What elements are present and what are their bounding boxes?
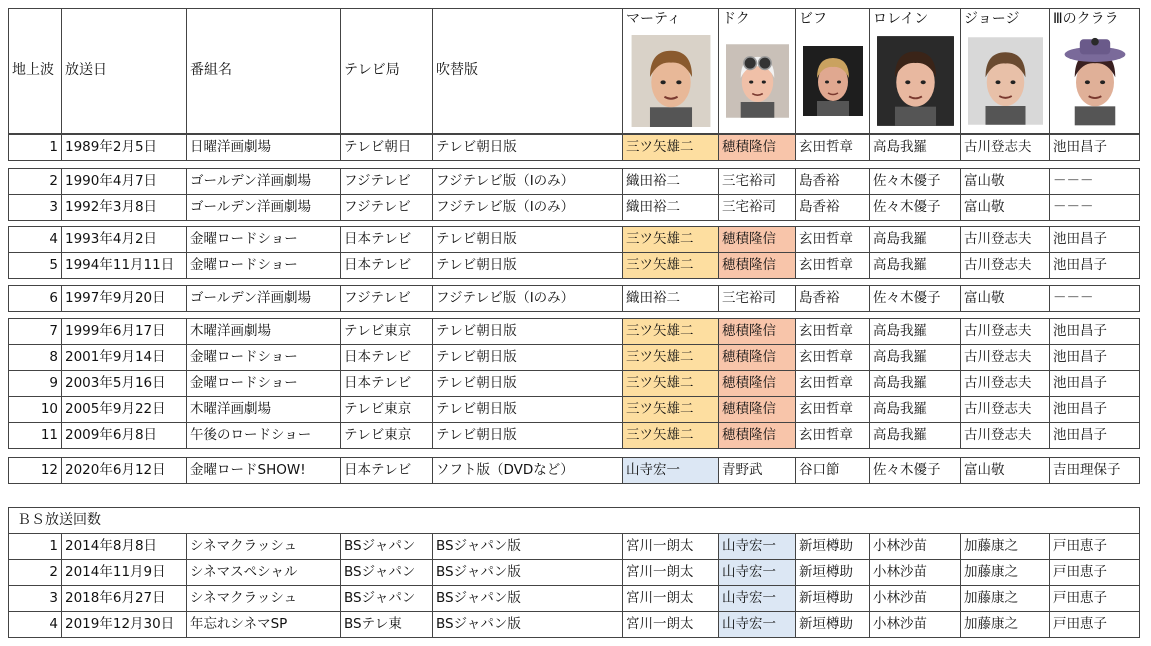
cell-program: 午後のロードショー — [190, 427, 312, 443]
cell-version: テレビ朝日版 — [436, 375, 517, 391]
cell-marty: 宮川一朗太 — [626, 538, 694, 554]
biff-portrait — [803, 35, 863, 127]
terrestrial-group — [8, 134, 1140, 161]
cell-no: 1 — [49, 139, 58, 155]
cell-program: ゴールデン洋画劇場 — [190, 199, 311, 215]
cell-clara: 吉田理保子 — [1053, 462, 1121, 478]
cell-station: BSテレ東 — [344, 616, 402, 632]
cell-marty: 宮川一朗太 — [626, 564, 694, 580]
cell-no: 5 — [49, 257, 58, 273]
terrestrial-group — [8, 285, 1140, 312]
cell-clara: －－－ — [1053, 199, 1094, 215]
cell-program: 金曜ロードショー — [190, 349, 298, 365]
cell-no: 2 — [49, 564, 58, 580]
cell-station: BSジャパン — [344, 564, 416, 580]
cell-date: 2014年11月9日 — [65, 564, 166, 580]
cell-version: テレビ朝日版 — [436, 323, 517, 339]
cell-biff: 玄田哲章 — [799, 349, 853, 365]
cell-station: フジテレビ — [344, 199, 411, 215]
header-character-george: ジョージ — [964, 11, 1020, 27]
cell-marty: 織田裕二 — [626, 173, 680, 189]
cell-doc: 穂積隆信 — [719, 227, 795, 252]
header-character-marty: マーティ — [626, 11, 681, 27]
cell-no: 4 — [49, 231, 58, 247]
cell-clara: 池田昌子 — [1053, 349, 1107, 365]
cell-lorraine: 高島我羅 — [873, 231, 927, 247]
cell-biff: 島香裕 — [799, 290, 840, 306]
cell-station: テレビ東京 — [344, 427, 412, 443]
cell-doc: 穂積隆信 — [719, 423, 795, 448]
cell-george: 加藤康之 — [964, 564, 1018, 580]
cell-george: 古川登志夫 — [964, 139, 1032, 155]
header-station: テレビ局 — [344, 62, 400, 78]
cell-no: 3 — [49, 199, 58, 215]
cell-marty: 宮川一朗太 — [626, 590, 694, 606]
cell-biff: 玄田哲章 — [799, 427, 853, 443]
terrestrial-group — [8, 168, 1140, 221]
cell-george: 古川登志夫 — [964, 401, 1032, 417]
cell-date: 1999年6月17日 — [65, 323, 166, 339]
cell-no: 10 — [40, 401, 58, 417]
cell-clara: 池田昌子 — [1053, 323, 1107, 339]
cell-station: 日本テレビ — [344, 462, 412, 478]
cell-lorraine: 高島我羅 — [873, 257, 927, 273]
cell-clara: －－－ — [1053, 173, 1094, 189]
cell-marty: 宮川一朗太 — [626, 616, 694, 632]
cell-clara: 池田昌子 — [1053, 139, 1107, 155]
cell-station: フジテレビ — [344, 173, 411, 189]
cell-clara: 戸田恵子 — [1053, 564, 1107, 580]
cell-clara: 戸田恵子 — [1053, 590, 1107, 606]
cell-no: 6 — [49, 290, 58, 306]
cell-date: 1990年4月7日 — [65, 173, 158, 189]
cell-station: フジテレビ — [344, 290, 411, 306]
cell-no: 3 — [49, 590, 58, 606]
cell-george: 富山敬 — [964, 290, 1005, 306]
header-character-clara: Ⅲのクララ — [1053, 11, 1119, 27]
cell-date: 1993年4月2日 — [65, 231, 158, 247]
cell-lorraine: 高島我羅 — [873, 323, 927, 339]
cell-marty: 三ツ矢雄二 — [623, 319, 718, 344]
cell-george: 古川登志夫 — [964, 349, 1032, 365]
cell-station: BSジャパン — [344, 538, 416, 554]
cell-george: 古川登志夫 — [964, 231, 1032, 247]
cell-version: BSジャパン版 — [436, 564, 521, 580]
cell-date: 1992年3月8日 — [65, 199, 158, 215]
cell-doc: 山寺宏一 — [719, 534, 795, 559]
cell-no: 9 — [49, 375, 58, 391]
cell-doc: 穂積隆信 — [719, 319, 795, 344]
cell-biff: 谷口節 — [799, 462, 840, 478]
bs-section-title: ＢＳ放送回数 — [17, 512, 101, 528]
cell-clara: 池田昌子 — [1053, 257, 1107, 273]
cell-biff: 玄田哲章 — [799, 231, 853, 247]
cell-date: 2005年9月22日 — [65, 401, 166, 417]
cell-program: 金曜ロードSHOW! — [190, 462, 306, 478]
cell-version: テレビ朝日版 — [436, 349, 517, 365]
cell-doc: 穂積隆信 — [719, 371, 795, 396]
cell-george: 古川登志夫 — [964, 323, 1032, 339]
cell-doc: 穂積隆信 — [719, 397, 795, 422]
cell-date: 2018年6月27日 — [65, 590, 166, 606]
cell-biff: 玄田哲章 — [799, 375, 853, 391]
cell-doc: 山寺宏一 — [719, 560, 795, 585]
cell-date: 1989年2月5日 — [65, 139, 158, 155]
cell-lorraine: 小林沙苗 — [873, 590, 927, 606]
cell-biff: 島香裕 — [799, 173, 840, 189]
cell-no: 2 — [49, 173, 58, 189]
cell-lorraine: 高島我羅 — [873, 349, 927, 365]
cell-version: フジテレビ版（Ⅰのみ） — [436, 290, 575, 306]
cell-lorraine: 小林沙苗 — [873, 564, 927, 580]
cell-station: テレビ東京 — [344, 323, 412, 339]
cell-marty: 三ツ矢雄二 — [623, 345, 718, 370]
cell-version: ソフト版（DVDなど） — [436, 462, 574, 478]
cell-station: 日本テレビ — [344, 231, 412, 247]
header-version: 吹替版 — [436, 62, 478, 78]
cell-marty: 織田裕二 — [626, 199, 680, 215]
cell-program: ゴールデン洋画劇場 — [190, 290, 311, 306]
cell-clara: 池田昌子 — [1053, 427, 1107, 443]
cell-no: 7 — [49, 323, 58, 339]
marty-portrait — [630, 35, 712, 127]
cell-no: 1 — [49, 538, 58, 554]
cell-version: テレビ朝日版 — [436, 139, 517, 155]
cell-lorraine: 佐々木優子 — [873, 462, 941, 478]
header-row — [8, 8, 1140, 134]
cell-date: 1997年9月20日 — [65, 290, 166, 306]
cell-version: テレビ朝日版 — [436, 257, 517, 273]
cell-program: ゴールデン洋画劇場 — [190, 173, 311, 189]
cell-doc: 三宅裕司 — [722, 199, 776, 215]
cell-marty: 三ツ矢雄二 — [623, 227, 718, 252]
cell-program: 年忘れシネマSP — [190, 616, 288, 632]
cell-biff: 新垣樽助 — [799, 590, 853, 606]
george-portrait — [968, 35, 1043, 127]
cell-program: 木曜洋画劇場 — [190, 323, 271, 339]
cell-clara: 戸田恵子 — [1053, 538, 1107, 554]
cell-no: 12 — [40, 462, 58, 478]
cell-version: テレビ朝日版 — [436, 401, 517, 417]
cell-george: 古川登志夫 — [964, 375, 1032, 391]
cell-clara: 戸田恵子 — [1053, 616, 1107, 632]
cell-no: 8 — [49, 349, 58, 365]
terrestrial-group — [8, 457, 1140, 484]
cell-station: 日本テレビ — [344, 349, 412, 365]
doc-portrait — [726, 35, 789, 127]
cell-lorraine: 高島我羅 — [873, 375, 927, 391]
cell-doc: 青野武 — [722, 462, 763, 478]
cell-station: 日本テレビ — [344, 375, 412, 391]
cell-george: 富山敬 — [964, 462, 1005, 478]
cell-marty: 三ツ矢雄二 — [623, 371, 718, 396]
cell-program: 金曜ロードショー — [190, 231, 298, 247]
cell-date: 2003年5月16日 — [65, 375, 166, 391]
cell-george: 加藤康之 — [964, 616, 1018, 632]
cell-program: シネマスペシャル — [190, 564, 298, 580]
cell-marty: 三ツ矢雄二 — [623, 253, 718, 278]
cell-date: 2019年12月30日 — [65, 616, 175, 632]
clara-portrait — [1057, 35, 1133, 127]
header-character-doc: ドク — [722, 11, 750, 27]
bs-section — [8, 507, 1140, 638]
cell-station: BSジャパン — [344, 590, 416, 606]
cell-george: 古川登志夫 — [964, 427, 1032, 443]
cell-biff: 玄田哲章 — [799, 401, 853, 417]
cell-version: フジテレビ版（Ⅰのみ） — [436, 199, 575, 215]
cell-george: 加藤康之 — [964, 538, 1018, 554]
cell-lorraine: 高島我羅 — [873, 139, 927, 155]
cell-clara: 池田昌子 — [1053, 401, 1107, 417]
cell-version: フジテレビ版（Ⅰのみ） — [436, 173, 575, 189]
cell-station: テレビ東京 — [344, 401, 412, 417]
cell-lorraine: 佐々木優子 — [873, 199, 941, 215]
cell-doc: 穂積隆信 — [719, 135, 795, 160]
cell-version: BSジャパン版 — [436, 590, 521, 606]
cell-george: 古川登志夫 — [964, 257, 1032, 273]
cell-biff: 玄田哲章 — [799, 323, 853, 339]
cell-marty: 山寺宏一 — [623, 458, 718, 483]
lorraine-portrait — [877, 35, 954, 127]
header-program: 番組名 — [190, 62, 232, 78]
cell-version: テレビ朝日版 — [436, 427, 517, 443]
cell-clara: 池田昌子 — [1053, 375, 1107, 391]
cell-program: 木曜洋画劇場 — [190, 401, 271, 417]
cell-program: 金曜ロードショー — [190, 257, 298, 273]
cell-version: BSジャパン版 — [436, 616, 521, 632]
cell-version: テレビ朝日版 — [436, 231, 517, 247]
cell-program: シネマクラッシュ — [190, 538, 298, 554]
cell-clara: 池田昌子 — [1053, 231, 1107, 247]
cell-lorraine: 小林沙苗 — [873, 538, 927, 554]
cell-biff: 新垣樽助 — [799, 616, 853, 632]
cell-date: 1994年11月11日 — [65, 257, 175, 273]
cell-marty: 三ツ矢雄二 — [623, 423, 718, 448]
cell-doc: 穂積隆信 — [719, 345, 795, 370]
bs-table-body — [9, 534, 1139, 637]
cell-marty: 織田裕二 — [626, 290, 680, 306]
cell-no: 11 — [40, 427, 58, 443]
cell-biff: 新垣樽助 — [799, 564, 853, 580]
cell-no: 4 — [49, 616, 58, 632]
cell-doc: 山寺宏一 — [719, 586, 795, 611]
cell-george: 富山敬 — [964, 199, 1005, 215]
header-no: 地上波 — [12, 62, 54, 78]
cell-program: 日曜洋画劇場 — [190, 139, 271, 155]
cell-doc: 三宅裕司 — [722, 290, 776, 306]
cell-george: 加藤康之 — [964, 590, 1018, 606]
cell-lorraine: 佐々木優子 — [873, 173, 941, 189]
header-date: 放送日 — [65, 62, 107, 78]
cell-station: テレビ朝日 — [344, 139, 412, 155]
cell-george: 富山敬 — [964, 173, 1005, 189]
cell-biff: 島香裕 — [799, 199, 840, 215]
cell-clara: －－－ — [1053, 290, 1094, 306]
cell-date: 2001年9月14日 — [65, 349, 166, 365]
terrestrial-group — [8, 226, 1140, 279]
cell-date: 2014年8月8日 — [65, 538, 158, 554]
cell-date: 2020年6月12日 — [65, 462, 166, 478]
cell-lorraine: 佐々木優子 — [873, 290, 941, 306]
cell-doc: 穂積隆信 — [719, 253, 795, 278]
cell-date: 2009年6月8日 — [65, 427, 158, 443]
cell-doc: 山寺宏一 — [719, 612, 795, 637]
header-character-lorraine: ロレイン — [873, 11, 929, 27]
cell-marty: 三ツ矢雄二 — [623, 135, 718, 160]
cell-station: 日本テレビ — [344, 257, 412, 273]
cell-lorraine: 高島我羅 — [873, 401, 927, 417]
terrestrial-group — [8, 318, 1140, 449]
cell-biff: 玄田哲章 — [799, 257, 853, 273]
cell-biff: 新垣樽助 — [799, 538, 853, 554]
cell-marty: 三ツ矢雄二 — [623, 397, 718, 422]
cell-program: 金曜ロードショー — [190, 375, 298, 391]
header-character-biff: ビフ — [799, 11, 827, 27]
cell-biff: 玄田哲章 — [799, 139, 853, 155]
cell-doc: 三宅裕司 — [722, 173, 776, 189]
cell-program: シネマクラッシュ — [190, 590, 298, 606]
cell-version: BSジャパン版 — [436, 538, 521, 554]
cell-lorraine: 小林沙苗 — [873, 616, 927, 632]
cell-lorraine: 高島我羅 — [873, 427, 927, 443]
